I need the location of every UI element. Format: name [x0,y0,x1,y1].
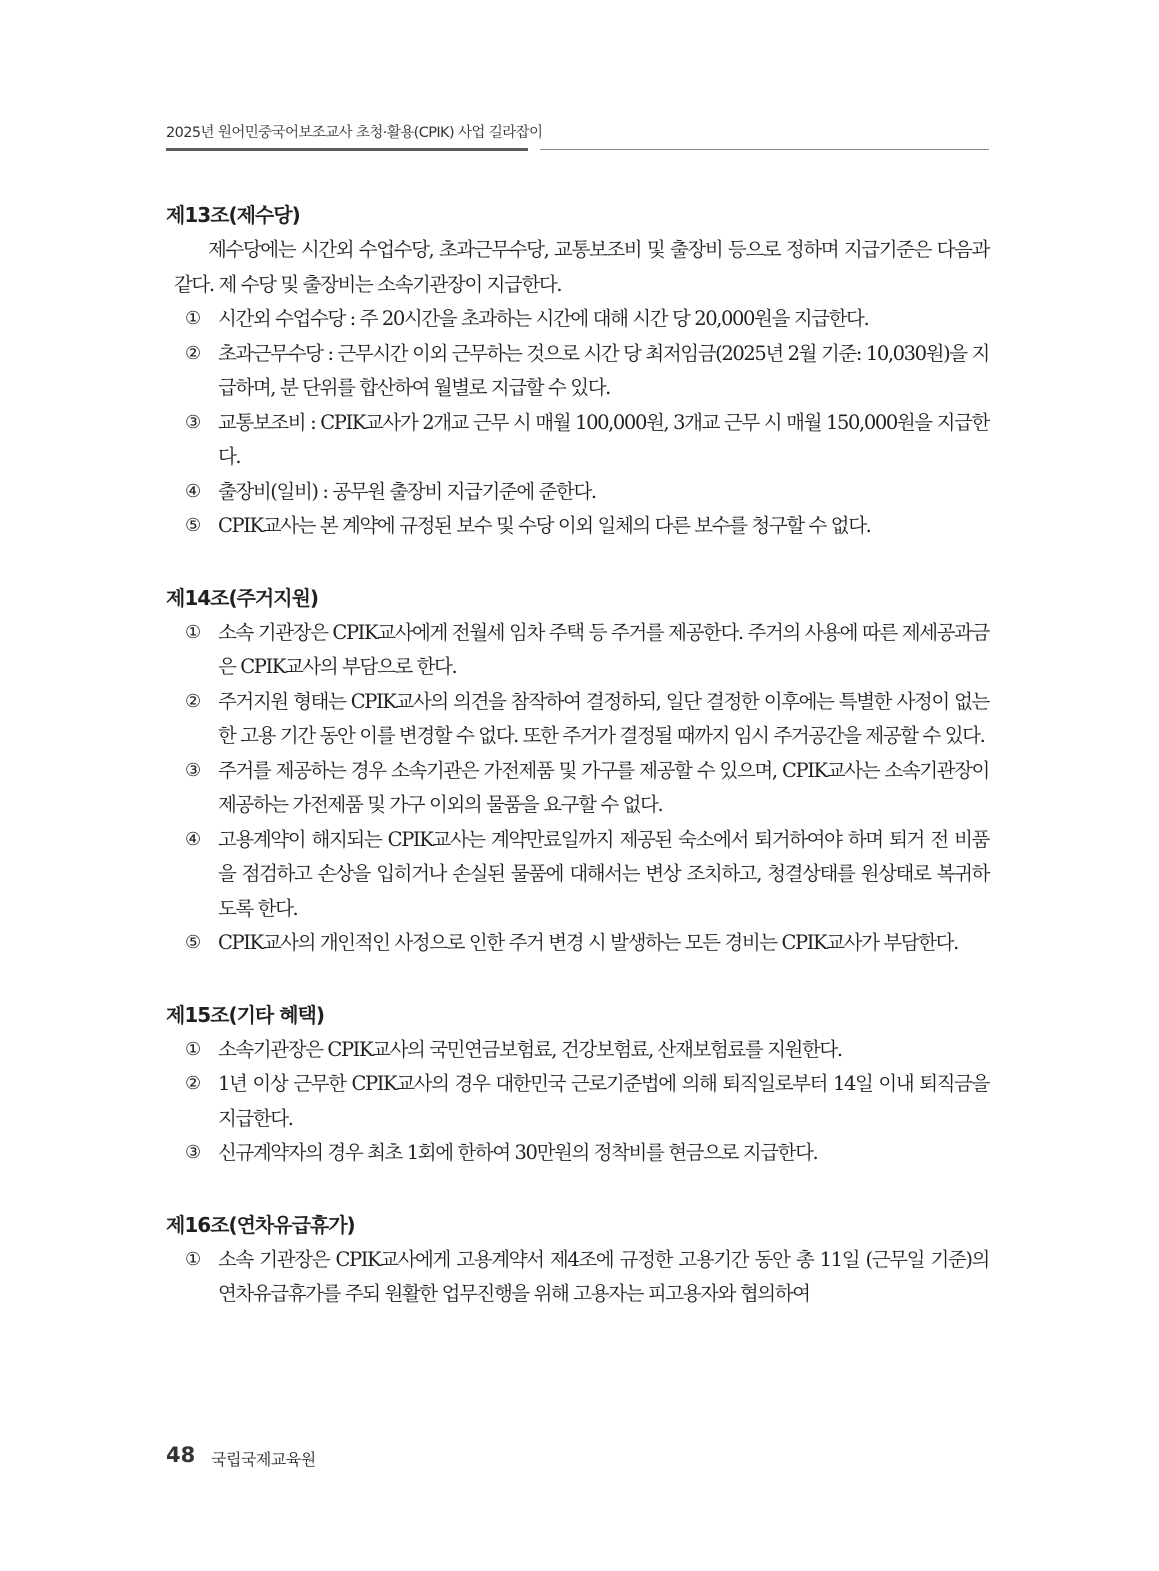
clause-text: 고용계약이 해지되는 CPIK교사는 계약만료일까지 제공된 숙소에서 퇴거하여야 하며 퇴거 전 비품을 점검하고 손상을 입히거나 손실된 물품에 대해서는 변상 조치하고, 청결상태를 원상태로 복귀하도록 한다. [218,827,989,920]
clause-item [166,302,989,337]
clause-marker: ① [185,308,200,329]
clause-marker: ⑤ [185,932,200,953]
clause-item [166,926,989,961]
clause-text: 주거지원 형태는 CPIK교사의 의견을 참작하여 결정하되, 일단 결정한 이후에는 특별한 사정이 없는 한 고용 기간 동안 이를 변경할 수 없다. 또한 주거가 결정될 때까지 임시 주거공간을 제공할 수 있다. [218,689,989,747]
clause-item [166,754,989,823]
clause-item [166,685,989,754]
publisher-name: 국립국제교육원 [211,1450,316,1469]
clause-list [166,1243,989,1312]
clause-item [166,475,989,510]
clause-list [166,1033,989,1171]
clause-text: 주거를 제공하는 경우 소속기관은 가전제품 및 가구를 제공할 수 있으며, CPIK교사는 소속기관장이 제공하는 가전제품 및 가구 이외의 물품을 요구할 수 없다. [218,758,989,816]
article-title: 제14조(주거지원) [166,585,319,610]
clause-text: 시간외 수업수당 : 주 20시간을 초과하는 시간에 대해 시간 당 20,000원을 지급한다. [218,307,869,330]
page-number: 48 [166,1443,196,1467]
article-intro: 제수당에는 시간외 수업수당, 초과근무수당, 교통보조비 및 출장비 등으로 정하며 지급기준은 다음과 같다. 제 수당 및 출장비는 소속기관장이 지급한다. [174,238,989,296]
clause-text: 소속기관장은 CPIK교사의 국민연금보험료, 건강보험료, 산재보험료를 지원한다. [218,1037,842,1061]
clause-item [166,616,989,685]
clause-text: 초과근무수당 : 근무시간 이외 근무하는 것으로 시간 당 최저임금(2025년 2월 기준: 10,030원)을 지급하며, 분 단위를 합산하여 월별로 지급할 수 있다. [218,341,989,399]
clause-text: 소속 기관장은 CPIK교사에게 고용계약서 제4조에 규정한 고용기간 동안 총 11일 (근무일 기준)의 연차유급휴가를 주되 원활한 업무진행을 위해 고용자는 피고용자와 협의하여 [218,1247,989,1305]
document-body [166,199,989,1350]
clause-marker: ① [185,1038,200,1060]
article-14 [166,582,989,961]
clause-marker: ② [185,1073,200,1094]
clause-marker: ④ [185,480,200,502]
clause-text: 소속 기관장은 CPIK교사에게 전월세 임차 주택 등 주거를 제공한다. 주거의 사용에 따른 제세공과금은 CPIK교사의 부담으로 한다. [218,620,989,678]
clause-marker: ② [185,690,200,712]
clause-text: 출장비(일비) : 공무원 출장비 지급기준에 준한다. [218,479,596,503]
clause-text: CPIK교사의 개인적인 사정으로 인한 주거 변경 시 발생하는 모든 경비는 CPIK교사가 부담한다. [218,931,958,954]
clause-list [166,302,989,544]
clause-item [166,1067,989,1136]
clause-text: 1년 이상 근무한 CPIK교사의 경우 대한민국 근로기준법에 의해 퇴직일로부터 14일 이내 퇴직금을 지급한다. [218,1072,989,1130]
running-header: 2025년 원어민중국어보조교사 초청·활용(CPIK) 사업 길라잡이 [166,125,543,141]
clause-text: 신규계약자의 경우 최초 1회에 한하여 30만원의 정착비를 현금으로 지급한다. [218,1141,818,1164]
clause-text: 교통보조비 : CPIK교사가 2개교 근무 시 매월 100,000원, 3개교 근무 시 매월 150,000원을 지급한다. [218,410,989,468]
header-rule-dark [166,148,528,151]
clause-marker: ⑤ [185,515,200,536]
clause-item [166,1136,989,1171]
article-16 [166,1209,989,1312]
clause-item [166,1033,989,1068]
article-title: 제13조(제수당) [166,203,300,227]
clause-marker: ② [185,342,200,364]
article-15 [166,999,989,1171]
clause-list [166,616,989,961]
clause-item [166,823,989,927]
header-rule-light [540,149,989,150]
article-title: 제16조(연차유급휴가) [166,1212,355,1237]
clause-marker: ③ [185,1142,200,1163]
clause-item [166,1243,989,1312]
clause-marker: ③ [185,759,200,781]
clause-marker: ③ [185,411,200,433]
clause-item [166,406,989,475]
article-13 [166,199,989,544]
clause-item [166,509,989,544]
clause-item [166,337,989,406]
clause-marker: ① [185,1248,200,1270]
article-title: 제15조(기타 혜택) [166,1002,324,1027]
clause-marker: ④ [185,828,200,850]
clause-text: CPIK교사는 본 계약에 규정된 보수 및 수당 이외 일체의 다른 보수를 청구할 수 없다. [218,514,871,537]
clause-marker: ① [185,621,200,643]
